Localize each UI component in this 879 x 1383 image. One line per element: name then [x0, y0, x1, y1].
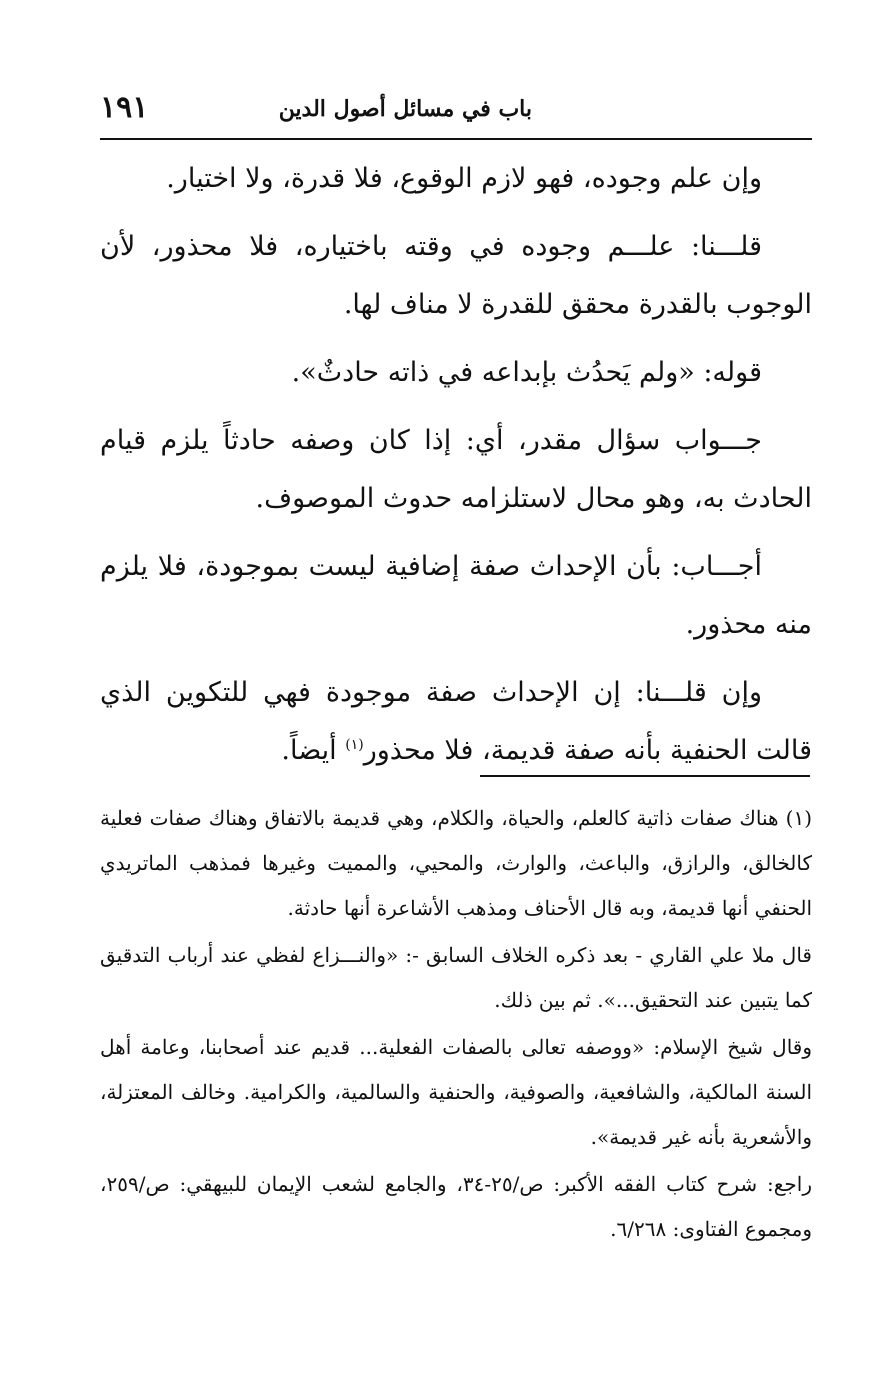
page-number: ١٩١	[100, 90, 149, 125]
page-header	[100, 88, 812, 140]
footnote: (١) هناك صفات ذاتية كالعلم، والحياة، والكلام، وهي قديمة بالاتفاق وهناك صفات فعلية كالخالق، والرازق، والباعث، والوارث، والمحيي، والمميت وغيرها فمذهب الماتريدي الحنفي أنها قديمة، وبه قال الأحناف ومذهب الأشاعرة أنها حادثة.	[100, 806, 812, 920]
paragraph	[100, 412, 812, 528]
paragraph-text: وإن قلـــنا: إن الإحداث صفة موجودة فهي للتكوين الذي قالت الحنفية بأنه صفة قديمة، فلا محذور	[100, 677, 812, 766]
footnotes	[100, 796, 812, 1254]
footnote: راجع: شرح كتاب الفقه الأكبر: ص/٢٥-٣٤، والجامع لشعب الإيمان للبيهقي: ص/٢٥٩، ومجموع الفتاوى: ٦/٢٦٨.	[100, 1172, 812, 1241]
paragraph-text: وإن علم وجوده، فهو لازم الوقوع، فلا قدرة، ولا اختيار.	[166, 163, 762, 194]
footnote: قال ملا علي القاري - بعد ذكره الخلاف السابق -: «والنـــزاع لفظي عند أرباب التدقيق كما يتبين عند التحقيق...». ثم بين ذلك.	[100, 943, 812, 1012]
main-text	[100, 150, 812, 790]
paragraph-text: أجـــاب: بأن الإحداث صفة إضافية ليست بموجودة، فلا يلزم منه محذور.	[100, 551, 812, 640]
footnote-marker[interactable]: (١)	[345, 737, 364, 753]
running-head: باب في مسائل أصول الدين	[278, 96, 532, 122]
paragraph	[100, 218, 812, 334]
paragraph-text: جـــواب سؤال مقدر، أي: إذا كان وصفه حادثاً يلزم قيام الحادث به، وهو محال لاستلزامه حدوث الموصوف.	[100, 425, 812, 514]
footnote-separator	[480, 775, 810, 777]
paragraph	[100, 664, 812, 780]
paragraph-text: قلـــنا: علـــم وجوده في وقته باختياره، فلا محذور، لأن الوجوب بالقدرة محقق للقدرة لا مناف لها.	[100, 231, 812, 320]
paragraph	[100, 344, 812, 402]
paragraph	[100, 538, 812, 654]
paragraph-text: قوله: «ولم يَحدُث بإبداعه في ذاته حادثٌ».	[291, 357, 762, 388]
paragraph	[100, 150, 812, 208]
footnote: وقال شيخ الإسلام: «ووصفه تعالى بالصفات الفعلية... قديم عند أصحابنا، وعامة أهل السنة المالكية، والشافعية، والصوفية، والحنفية والسالمية، والكرامية. وخالف المعتزلة، والأشعرية بأنه غير قديمة».	[100, 1035, 812, 1149]
paragraph-tail: أيضاً.	[281, 735, 337, 766]
